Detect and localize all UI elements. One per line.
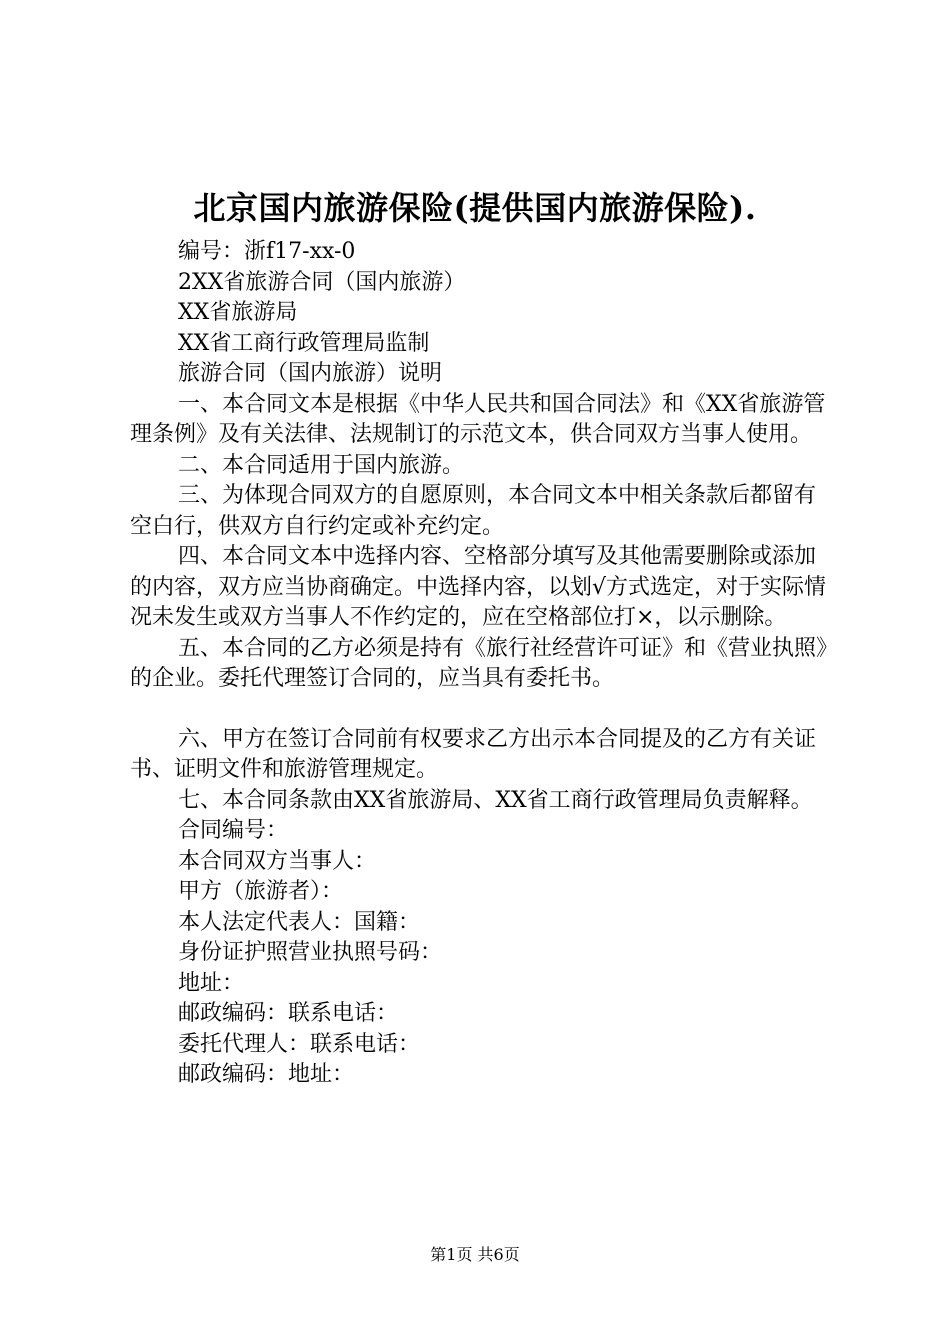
document-body [130, 237, 830, 1091]
field-contract-number: 合同编号： [178, 818, 289, 843]
field-party-a: 甲方（旅游者）： [178, 879, 344, 904]
paragraph-item-7: 七、本合同条款由XX省旅游局、XX省工商行政管理局负责解释。 [178, 787, 813, 813]
field-legal-representative: 本人法定代表人：国籍： [178, 909, 421, 935]
field-id-number: 身份证护照营业执照号码： [178, 940, 443, 965]
field-parties: 本合同双方当事人： [178, 848, 377, 874]
field-postcode-phone: 邮政编码：联系电话： [178, 1001, 399, 1026]
page-footer: 第1页 共6页 [430, 1245, 520, 1264]
paragraph-issuer-tourism: XX省旅游局 [178, 300, 298, 325]
paragraph-item-6: 六、甲方在签订合同前有权要求乙方出示本合同提及的乙方有关证书、证明文件和旅游管理规定。 [130, 726, 817, 782]
paragraph-issuer-commerce: XX省工商行政管理局监制 [178, 330, 430, 356]
paragraph-contract-name: 2XX省旅游合同（国内旅游） [178, 269, 466, 295]
field-postcode-address: 邮政编码：地址： [178, 1062, 355, 1087]
field-address: 地址： [178, 970, 245, 996]
paragraph-item-4: 四、本合同文本中选择内容、空格部分填写及其他需要删除或添加的内容，双方应当协商确定。中选择内容，以划√方式选定，对于实际情况未发生或双方当事人不作约定的，应在空格部位打×，以示删除。 [130, 544, 827, 630]
paragraph-item-5: 五、本合同的乙方必须是持有《旅行社经营许可证》和《营业执照》的企业。委托代理签订合同的，应当具有委托书。 [130, 635, 828, 691]
paragraph-item-3: 三、为体现合同双方的自愿原则，本合同文本中相关条款后都留有空白行，供双方自行约定或补充约定。 [130, 483, 817, 539]
paragraph-item-1: 一、本合同文本是根据《中华人民共和国合同法》和《XX省旅游管理条例》及有关法律、法规制订的示范文本，供合同双方当事人使用。 [130, 391, 826, 447]
paragraph-explanation-heading: 旅游合同（国内旅游）说明 [178, 361, 443, 386]
paragraph-item-2: 二、本合同适用于国内旅游。 [178, 452, 465, 478]
document-title: 北京国内旅游保险(提供国内旅游保险). [193, 189, 757, 227]
paragraph-number: 编号：浙f17-xx-0 [178, 239, 356, 264]
field-agent-phone: 委托代理人：联系电话： [178, 1031, 421, 1057]
